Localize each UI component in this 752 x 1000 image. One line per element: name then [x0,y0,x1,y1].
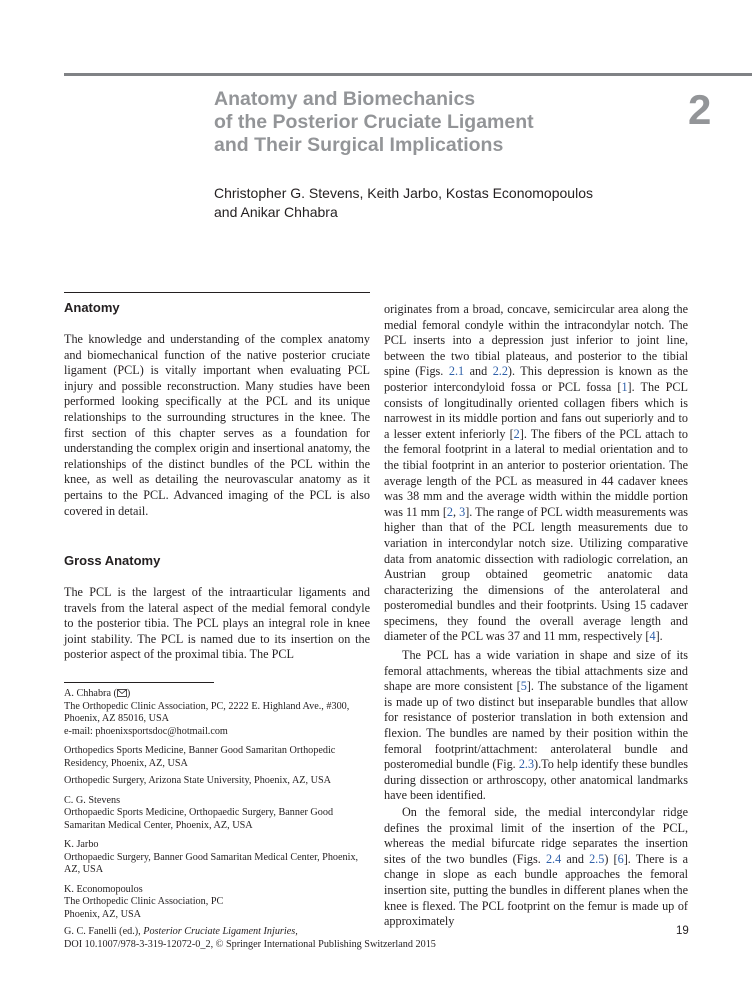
affiliation-address: The Orthopedic Clinic Association, PC, 2222 E. Highland Ave., #300, Phoenix, AZ 85016, USA [64,700,350,724]
affiliation-address: Orthopaedic Surgery, Banner Good Samaritan Medical Center, Phoenix, AZ, USA [64,851,359,875]
section-heading-anatomy: Anatomy [64,300,120,315]
paragraph-text: originates from a broad, concave, semicircular area along the medial femoral condyle within the intracondylar notch. The PCL inserts into a depression just inferior to joint line, between the two tibial plateaus, and posterior to the tibial spine (Figs. [384,302,688,379]
author-line: Christopher G. Stevens, Keith Jarbo, Kostas Economopoulos [214,185,593,201]
chapter-title-line: of the Posterior Cruciate Ligament [214,111,534,133]
section-heading-gross-anatomy: Gross Anatomy [64,553,161,568]
affiliation-name: C. G. Stevens [64,794,121,806]
reference-link[interactable]: 1 [621,379,628,394]
reference-link[interactable]: 3 [459,504,466,519]
book-title: Posterior Cruciate Ligament Injuries, [143,926,298,937]
reference-link[interactable]: 2 [513,426,520,441]
affiliation-address: Phoenix, AZ, USA [64,908,141,920]
affiliation-name: K. Jarbo [64,839,99,850]
paragraph-text: The PCL has a wide variation in shape and size of its femoral attachments, whereas the tibial attachments size and shape are more consistent [ [384,648,688,694]
affiliation-address: Orthopaedic Sports Medicine, Orthopaedic Surgery, Banner Good Samaritan Medical Center, Phoenix, AZ, USA [64,807,334,831]
right-paragraph-1 [384,302,688,645]
gross-anatomy-paragraph: The PCL is the largest of the intraarticular ligaments and travels from the lateral aspect of the medial femoral condyle to the posterior tibia. The PCL plays an integral role in knee joint stability. The PCL is named due to its insertion on the posterior aspect of the proximal tibia. The PCL [64,585,370,662]
reference-link[interactable]: 2.1 [448,364,465,379]
affiliation-jarbo [64,839,370,877]
reference-link[interactable]: 4 [649,629,656,644]
footnote-rule [64,682,214,683]
chapter-title-line: Anatomy and Biomechanics [214,88,476,110]
chapter-number: 2 [688,86,712,133]
affiliation-economopoulos [64,884,370,922]
right-paragraph-2 [384,648,688,804]
author-affiliations [64,688,370,928]
paragraph-text: ]. The range of PCL width measurements was higher than that of the PCL length measurements due to variation in intercondylar notch size. Utilizing comparative data from anatomic dissection with radiologic correlation, an Austrian group obtained geometric anatomic data characterizing the dimensions of the anterolateral and posteromedial bundles and their footprints. Using 15 cadaver specimens, they found the overall average length and diameter of the PCL was 37 and 11 mm, respectively [ [384,504,688,644]
paragraph-text: On the femoral side, the medial intercondylar ridge defines the proximal limit of the insertion of the PCL, whereas the medial bifurcate ridge separates the insertion sites of the two bundles (Figs. [384,805,688,866]
paragraph-text: ]. [655,629,663,644]
page-footer [64,926,688,951]
book-citation: G. C. Fanelli (ed.), Posterior Cruciate Ligament Injuries, [64,926,298,937]
author-line: and Anikar Chhabra [214,204,338,220]
reference-link[interactable]: 2.3 [518,757,535,772]
affiliation-name-line: A. Chhabra ( ) [64,688,131,699]
reference-link[interactable]: 2.5 [589,851,605,866]
affiliation-stevens [64,795,370,833]
reference-link[interactable]: 5 [520,679,527,694]
chapter-top-rule [64,73,752,76]
paragraph-text: ]. The fibers of the PCL attach to the femoral footprint in a lateral to medial orientation and to the tibial footprint in an anterior to posterior orientation. The average length of the PCL as measured in 44 cadaver knees was 38 mm and the average width within the middle portion was 11 mm [ [384,426,688,519]
anatomy-paragraph: The knowledge and understanding of the complex anatomy and biomechanical function of the native posterior cruciate ligament (PCL) is vitally important when evaluating PCL injury and possible reconstruction. Many studies have been performed looking specifically at the PCL and its unique relationships to the surrounding structures in the knee. The first section of this chapter serves as a foundation for understanding the complex origin and insertional anatomy, the relationships of the distinct bundles of the PCL within the knee, as well as detailing the neurovascular anatomy as it pertains to the PCL. Advanced imaging of the PCL is also covered in detail. [64,332,370,518]
chapter-title-line: and Their Surgical Implications [214,134,504,156]
affiliation-chhabra-3: Orthopedic Surgery, Arizona State University, Phoenix, AZ, USA [64,775,332,786]
doi-line: DOI 10.1007/978-3-319-12072-0_2, © Springer International Publishing Switzerland 2015 [64,938,436,950]
reference-link[interactable]: 2.2 [492,364,508,379]
paragraph-text: ]. There is a change in slope as each bundle approaches the femoral insertion site, putting the bundles in different planes when the knee is flexed. The PCL footprint on the femur is made up of approximately [384,851,688,929]
right-paragraph-3 [384,805,688,930]
affiliation-email[interactable]: e-mail: phoenixsportsdoc@hotmail.com [64,725,228,737]
affiliation-address: The Orthopedic Clinic Association, PC [64,896,224,907]
paragraph-text: and [464,364,493,379]
author-list [214,184,634,222]
affiliation-chhabra [64,688,370,738]
page-number: 19 [676,925,689,937]
paragraph-text: ) [ [604,851,618,866]
envelope-icon[interactable] [117,689,127,697]
reference-link[interactable]: 6 [617,851,624,866]
paragraph-text: , [452,504,460,519]
paragraph-text: ). This depression is known as the posterior intercondyloid fossa or PCL fossa [ [384,364,688,394]
chapter-title [214,88,634,157]
reference-link[interactable]: 2.4 [545,851,562,866]
paragraph-text: ]. The PCL consists of longitudinally oriented collagen fibers which is narrowest in its middle portion and fans out superiorly and to a lesser extent inferiorly [ [384,379,688,441]
column-rule [64,292,370,293]
affiliation-chhabra-2: Orthopedics Sports Medicine, Banner Good Samaritan Orthopedic Residency, Phoenix, AZ, USA [64,745,336,769]
paragraph-text: and [561,851,590,866]
affiliation-name: K. Economopoulos [64,883,143,895]
paragraph-text: ]. The substance of the ligament is made up of two distinct but inseparable bundles that allow for resistance of posterior translation in both extension and flexion. The bundles are named by their position within the femoral footprint/attachment: anterolateral bundle and posteromedial bundle (Fig. [384,679,688,772]
reference-link[interactable]: 2 [446,504,453,519]
paragraph-text: ).To help identify these bundles during dissection or arthroscopy, other anatomical landmarks have been identified. [384,757,688,803]
